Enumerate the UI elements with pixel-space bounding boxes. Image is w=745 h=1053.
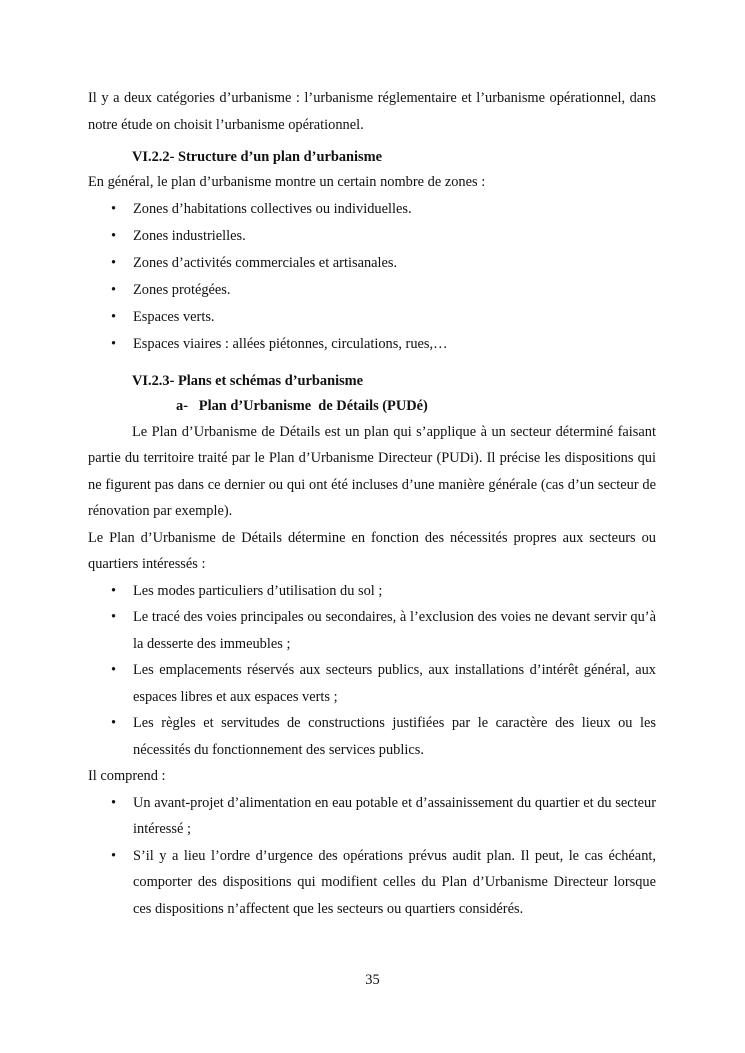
list-item: • Les modes particuliers d’utilisation du sol ; <box>88 578 656 605</box>
comprend-label: Il comprend : <box>88 768 166 784</box>
intro-paragraph: Il y a deux catégories d’urbanisme : l’urbanisme réglementaire et l’urbanisme opérationnel, dans notre étude on choisit l’urbanisme opérationnel. <box>88 90 656 133</box>
list-item: • Les emplacements réservés aux secteurs publics, aux installations d’intérêt général, aux espaces libres et aux espaces verts ; <box>88 657 656 710</box>
list-item: • Zones d’habitations collectives ou individuelles. <box>88 196 656 223</box>
bullet-icon: • <box>111 227 117 244</box>
pude-determines-paragraph: Le Plan d’Urbanisme de Détails détermine en fonction des nécessités propres aux secteurs ou quartiers intéressés : <box>88 529 656 572</box>
list-item: • Zones d’activités commerciales et artisanales. <box>88 250 656 277</box>
bullet-icon: • <box>111 582 117 599</box>
pude-determines-list <box>88 578 656 764</box>
zones-list <box>88 196 656 358</box>
section-heading-plans: VI.2.3- Plans et schémas d’urbanisme <box>132 372 364 389</box>
bullet-icon: • <box>111 662 117 678</box>
bullet-icon: • <box>111 281 117 298</box>
pude-paragraph: Le Plan d’Urbanisme de Détails est un plan qui s’applique à un secteur déterminé faisant partie du territoire traité par le Plan d’Urbanisme Directeur (PUDi). Il précise les dispositions qui ne figurent pas dans ce dernier ou qui ont été incluses d’une manière générale (cas d’un secteur de rénovation par exemple). <box>88 423 656 519</box>
bullet-icon: • <box>111 715 117 731</box>
document-page <box>88 85 656 922</box>
list-item: • Le tracé des voies principales ou secondaires, à l’exclusion des voies ne devant servir qu’à la desserte des immeubles ; <box>88 604 656 657</box>
bullet-icon: • <box>111 200 117 217</box>
bullet-icon: • <box>111 335 117 352</box>
bullet-icon: • <box>111 308 117 325</box>
list-item: • Espaces verts. <box>88 304 656 331</box>
section-heading-structure: VI.2.2- Structure d’un plan d’urbanisme <box>132 149 383 165</box>
list-item: • Les règles et servitudes de constructions justifiées par le caractère des lieux ou les nécessités du fonctionnement des services publics. <box>88 710 656 763</box>
list-item: • Zones industrielles. <box>88 223 656 250</box>
list-item: • Espaces viaires : allées piétonnes, circulations, rues,… <box>88 331 656 358</box>
bullet-icon: • <box>111 254 117 271</box>
subsection-heading-pude: a- Plan d’Urbanisme de Détails (PUDé) <box>176 397 428 414</box>
section-lead: En général, le plan d’urbanisme montre un certain nombre de zones : <box>88 174 486 190</box>
bullet-icon: • <box>111 847 117 864</box>
comprend-list <box>88 790 656 923</box>
page-number: 35 <box>365 972 380 988</box>
list-item: • Zones protégées. <box>88 277 656 304</box>
bullet-icon: • <box>111 794 117 811</box>
list-item: • S’il y a lieu l’ordre d’urgence des opérations prévus audit plan. Il peut, le cas échéant, comporter des dispositions qui modifient celles du Plan d’Urbanisme Directeur lorsque ces dispositions n’affectent que les secteurs ou quartiers considérés. <box>88 843 656 923</box>
bullet-icon: • <box>111 609 117 625</box>
list-item: • Un avant-projet d’alimentation en eau potable et d’assainissement du quartier et du secteur intéressé ; <box>88 790 656 843</box>
